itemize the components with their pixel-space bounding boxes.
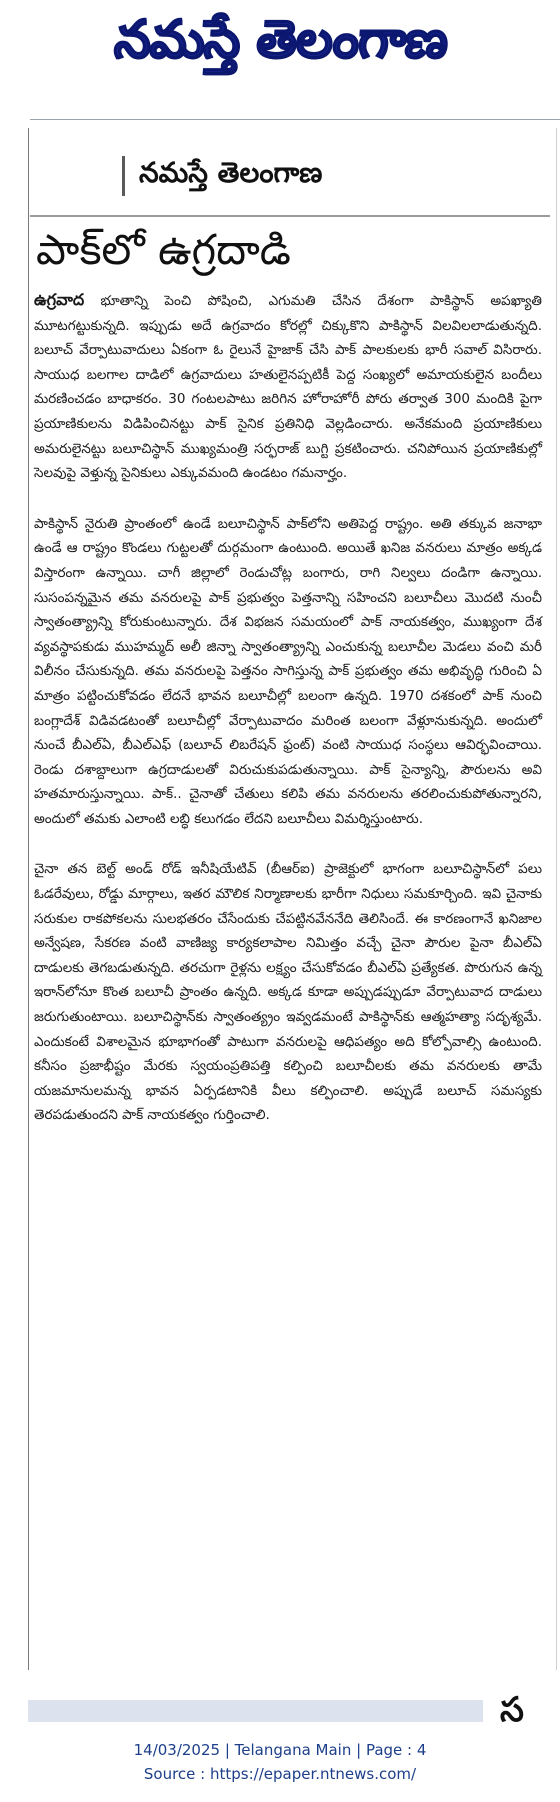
article-paragraph: చైనా తన బెల్ట్ అండ్ రోడ్ ఇనీషియేటివ్ (బీఆర్ఐ) ప్రాజెక్టులో భాగంగా బలూచిస్థాన్‌లో పలు ఓడరేవులు, రోడ్డు మార్గాలు, ఇతర మౌలిక నిర్మాణాలకు భారీగా నిధులు సమకూర్చింది. ఇవి చైనాకు సరుకుల రాకపోకలను సులభతరం చేసేందుకు చేపట్టినవేననేది తెలిసిందే. ఈ కారణంగానే ఖనిజాల అన్వేషణ, సేకరణ వంటి వాణిజ్య కార్యకలాపాల నిమిత్తం వచ్చే చైనా పౌరుల పైనా బీఎల్ఏ దాడులకు తెగబడుతున్నది. తరచుగా రైళ్లను లక్ష్యం చేసుకోవడం బీఎల్ఏ ప్రత్యేకత. పొరుగున ఉన్న ఇరాన్‌లోనూ కొంత బలూచీ ప్రాంతం ఉన్నది. అక్కడ కూడా అప్పుడప్పుడూ వేర్పాటువాద దాడులు జరుగుతుంటాయి. బలూచిస్థాన్‌కు స్వాతంత్య్రం ఇవ్వడమంటే పాకిస్థాన్‌కు ఆత్మహత్యా సదృశ్యమే. ఎందుకంటే విశాలమైన భూభాగంతో పాటుగా వనరులపై ఆధిపత్యం అది కోల్పోవాల్సి ఉంటుంది. కనీసం ప్రజాభీష్టం మేరకు స్వయంప్రతిపత్తి కల్పించి బలూచీలకు తమ వనరులకు తామే యజమానులమన్న భావన ఏర్పడటానికి వీలు కల్పించాలి. అప్పుడే బలూచ్ సమస్యకు తెరపడుతుందని పాక్ నాయకత్వం గుర్తించాలి. bbox=[34, 861, 542, 1124]
masthead bbox=[0, 0, 560, 92]
article-headline: పాక్‌లో ఉగ్రదాడి bbox=[36, 225, 291, 274]
section-divider bbox=[30, 215, 550, 217]
article-body bbox=[34, 288, 542, 1128]
newspaper-logo: నమస్తే తెలంగాణ bbox=[112, 9, 449, 70]
paragraph-text: భూతాన్ని పెంచి పోషించి, ఎగుమతి చేసిన దేశంగా పాకిస్థాన్ అపఖ్యాతి మూటగట్టుకున్నది. ఇప్పుడు అదే ఉగ్రవాదం కోరల్లో చిక్కుకొని పాకిస్థాన్ విలవిలలాడుతున్నది. బలూచ్ వేర్పాటువాదులు ఏకంగా ఓ రైలునే హైజాక్ చేసి పాక్ పాలకులకు భారీ సవాల్ విసిరారు. సాయుధ బలగాల దాడిలో ఉగ్రవాదులు హతులైనప్పటికీ పెద్ద సంఖ్యలో అమాయకులైన బందీలు మరణించడం బాధాకరం. 30 గంటలపాటు జరిగిన హోరాహోరీ పోరు తర్వాత 300 మందికి పైగా ప్రయాణికులను విడిపించినట్టు పాక్ సైనిక ప్రతినిధి వెల్లడించారు. అనేకమంది ప్రయాణికులు అమరులైనట్టు బలూచిస్థాన్ ముఖ్యమంత్రి సర్ఫరాజ్ బుగ్టి ప్రకటించారు. చనిపోయిన ప్రయాణికుల్లో సెలవుపై వెళ్తున్న సైనికులు ఎక్కువమంది ఉండటం గమనార్హం. bbox=[34, 293, 542, 482]
footer-source[interactable]: Source : https://epaper.ntnews.com/ bbox=[143, 1765, 417, 1783]
article-paragraph bbox=[34, 288, 542, 486]
article-frame-left bbox=[28, 128, 29, 1670]
article-paragraph: పాకిస్థాన్ నైరుతి ప్రాంతంలో ఉండే బలూచిస్థాన్ పాక్‌లోని అతిపెద్ద రాష్ట్రం. అతి తక్కువ జనాభా ఉండే ఆ రాష్ట్రం కొండలు గుట్టలతో దుర్గమంగా ఉంటుంది. అయితే ఖనిజ వనరులు మాత్రం అక్కడ విస్తారంగా ఉన్నాయి. చాగీ జిల్లాలో రెండుచోట్ల బంగారు, రాగి నిల్వలు దండిగా ఉన్నాయి. సుసంపన్నమైన తమ వనరులపై పాక్ ప్రభుత్వం పెత్తనాన్ని సహించని బలూచీలు మొదటి నుంచీ స్వాతంత్య్రాన్ని కోరుకుంటున్నారు. దేశ విభజన సమయంలో పాక్ నాయకత్వం, ముఖ్యంగా దేశ వ్యవస్థాపకుడు ముహమ్మద్ అలీ జిన్నా స్వాతంత్య్రాన్ని ఎంచుకున్న బలూచీల మెడలు వంచి మరీ విలీనం చేసుకున్నది. తమ వనరులపై పెత్తనం సాగిస్తున్న పాక్ ప్రభుత్వం తమ అభివృద్ధి గురించి ఏ మాత్రం పట్టించుకోవడం లేదనే భావన బలూచీల్లో బలంగా ఉన్నది. 1970 దశకంలో పాక్ నుంచి బంగ్లాదేశ్ విడివడటంతో బలూచీల్లో వేర్పాటువాదం మరింత బలంగా వేళ్లూనుకున్నది. అందులో నుంచే బీఎల్ఏ, బీఎల్ఎఫ్ (బలూచ్ లిబరేషన్ ఫ్రంట్) వంటి సాయుధ సంస్థలు ఆవిర్భవించాయి. రెండు దశాబ్దాలుగా ఉగ్రదాడులతో విరుచుకుపడుతున్నాయి. పాక్ సైన్యాన్ని, పౌరులను అవి హతమారుస్తున్నాయి. పాక్.. చైనాతో చేతులు కలిపి తమ వనరులను తరలించుకుపోతున్నారని, అందులో తమకు ఎలాంటి లబ్ధి కలుగడం లేదని బలూచీలు విమర్శిస్తుంటారు. bbox=[34, 515, 542, 827]
article-frame-right bbox=[556, 128, 557, 1670]
next-article-fragment: స bbox=[500, 1690, 524, 1730]
section-title: నమస్తే తెలంగాణ bbox=[139, 156, 323, 189]
section-header bbox=[122, 150, 422, 202]
section-bar bbox=[122, 156, 125, 196]
footer-date-edition: 14/03/2025 | Telangana Main | Page : 4 bbox=[133, 1741, 427, 1759]
page-footer bbox=[0, 1738, 560, 1798]
next-article-band bbox=[28, 1700, 483, 1722]
masthead-divider bbox=[30, 119, 560, 120]
lead-word: ఉగ్రవాద bbox=[34, 290, 85, 309]
